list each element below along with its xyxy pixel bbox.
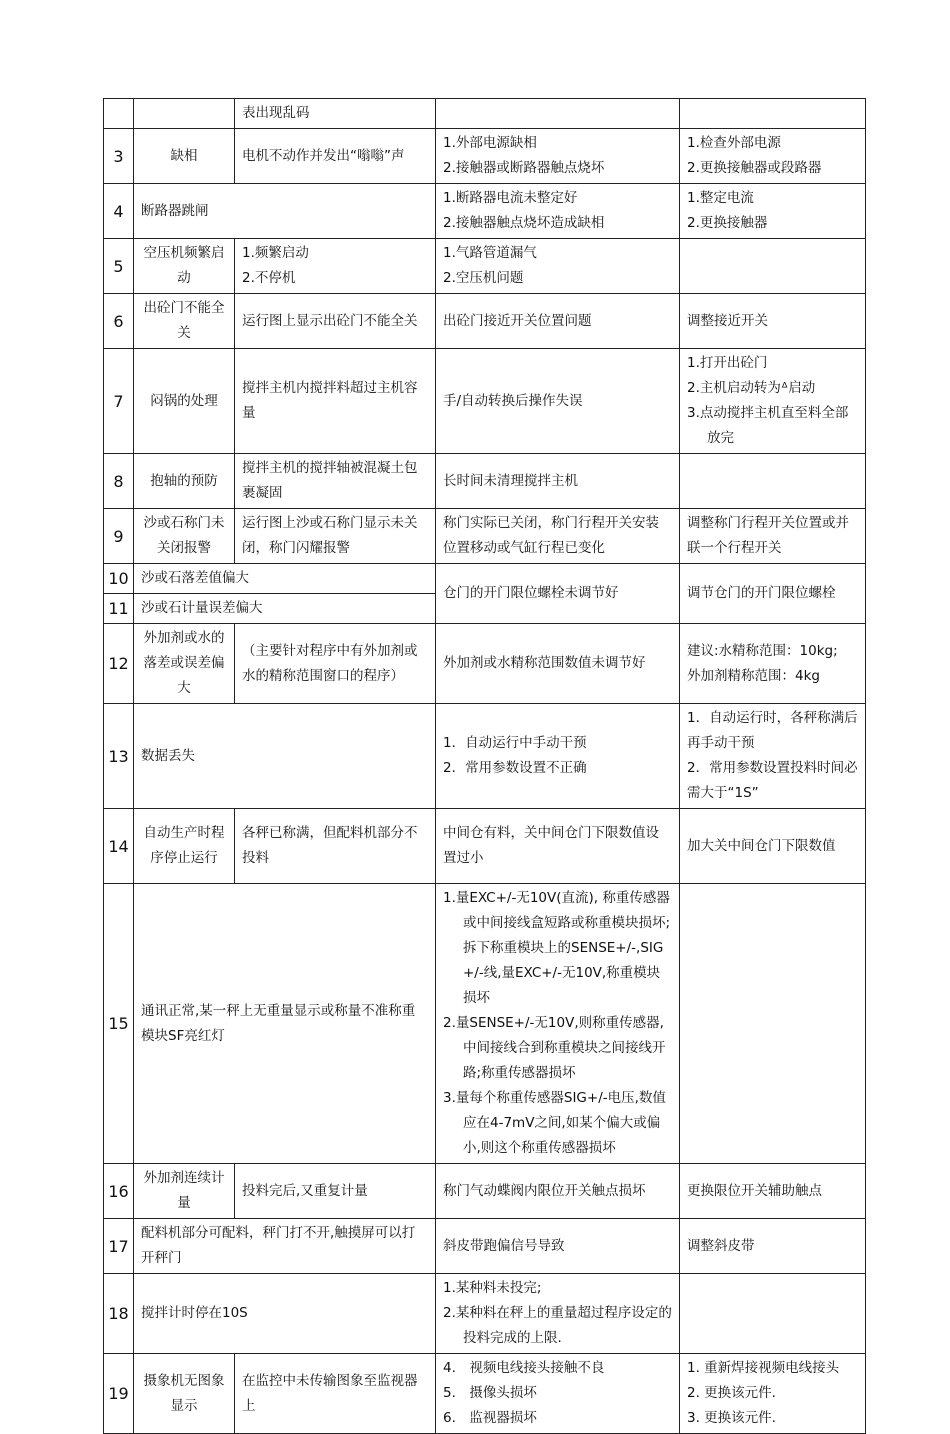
cell-line: 2. 更换该元件. [687, 1385, 776, 1401]
cell-line: 外加剂或水精称范围数值未调节好 [443, 655, 646, 671]
cell-line: 2.量SENSE+/-无10V,则称重传感器,中间接线合到称重模块之间接线开路;称重传感器损坏 [443, 1015, 666, 1081]
cell [436, 184, 680, 239]
cell-line: 2．常用参数设置投料时间必需大于“1S” [687, 760, 858, 801]
table-row [104, 99, 866, 129]
cell [680, 184, 866, 239]
table-row [104, 454, 866, 509]
table-row [104, 509, 866, 564]
cell [235, 99, 436, 129]
cell-line: 3.点动搅拌主机直至料全部放完 [687, 405, 849, 446]
cell [235, 1354, 436, 1434]
cell [436, 349, 680, 454]
cell [680, 99, 866, 129]
cell [235, 809, 436, 884]
cell [436, 884, 680, 1164]
cell-line: 2.不停机 [242, 270, 296, 286]
cell: 12 [104, 624, 134, 704]
cell [436, 239, 680, 294]
cell-line: 2.空压机问题 [443, 270, 524, 286]
cell [680, 1219, 866, 1274]
troubleshooting-table [103, 98, 866, 1434]
cell: 出砼门不能全关 [134, 294, 235, 349]
cell: 摄象机无图象显示 [134, 1354, 235, 1434]
cell-line: 电机不动作并发出“嗡嗡”声 [242, 147, 405, 164]
cell: 配料机部分可配料，秤门打不开,触摸屏可以打开秤门 [134, 1219, 436, 1274]
cell-line: 2.接触器触点烧坏造成缺相 [443, 215, 605, 231]
cell [436, 624, 680, 704]
cell: 通讯正常,某一秤上无重量显示或称量不准称重模块SF亮红灯 [134, 884, 436, 1164]
cell [436, 509, 680, 564]
cell [436, 1274, 680, 1354]
cell [680, 129, 866, 184]
cell-line: 各秤已称满，但配料机部分不投料 [242, 825, 418, 866]
cell-line: 1.某种料未投完; [443, 1280, 542, 1296]
cell [680, 809, 866, 884]
cell [134, 99, 235, 129]
cell-line: 称门气动蝶阀内限位开关触点损坏 [443, 1182, 646, 1199]
cell: 外加剂连续计量 [134, 1164, 235, 1219]
cell [680, 454, 866, 509]
cell [680, 239, 866, 294]
cell: 抱轴的预防 [134, 454, 235, 509]
cell-line: 加大关中间仓门下限数值 [687, 837, 836, 854]
cell: 11 [104, 594, 134, 624]
cell-line: 仓门的开门限位螺栓未调节好 [443, 585, 619, 601]
cell-line: 运行图上显示出砼门不能全关 [242, 312, 418, 329]
cell-line: 搅拌主机的搅拌轴被混凝土包裹凝固 [242, 460, 418, 501]
cell-line: 1.频繁启动 [242, 245, 309, 261]
cell-line: 1. 重新焊接视频电线接头 [687, 1360, 840, 1376]
cell [235, 1164, 436, 1219]
cell-line: 更换限位开关辅助触点 [687, 1182, 822, 1199]
cell [235, 294, 436, 349]
cell-line: 建议:水精称范围：10kg; [687, 642, 838, 659]
cell-line: （主要针对程序中有外加剂或水的精称范围窗口的程序） [242, 642, 418, 684]
cell-line: 1.检查外部电源 [687, 135, 781, 151]
cell-line: 1.断路器电流未整定好 [443, 190, 578, 206]
cell-line: 5. 摄像头损坏 [443, 1385, 537, 1401]
cell-line: 调节仓门的开门限位螺栓 [687, 585, 836, 601]
cell-line: 外加剂精称范围：4kg [687, 667, 820, 684]
cell [436, 1164, 680, 1219]
cell [680, 704, 866, 809]
table-row [104, 704, 866, 809]
table-row [104, 1354, 866, 1434]
cell: 5 [104, 239, 134, 294]
cell: 自动生产时程序停止运行 [134, 809, 235, 884]
cell-line: 称门实际已关闭，称门行程开关安装位置移动或气缸行程已变化 [443, 515, 659, 556]
cell: 缺相 [134, 129, 235, 184]
cell-line: 2．常用参数设置不正确 [443, 760, 587, 776]
cell [235, 239, 436, 294]
cell: 3 [104, 129, 134, 184]
cell: 外加剂或水的落差或误差偏大 [134, 624, 235, 704]
cell-line: 搅拌主机内搅拌料超过主机容量 [242, 380, 418, 421]
cell [235, 349, 436, 454]
cell [436, 129, 680, 184]
cell: 搅拌计时停在10S [134, 1274, 436, 1354]
cell-line: 调整斜皮带 [687, 1237, 755, 1254]
cell-line: 3.量每个称重传感器SIG+/-电压,数值应在4-7mV之间,如某个偏大或偏小,则这个称重传感器损坏 [443, 1090, 666, 1156]
cell: 空压机频繁启动 [134, 239, 235, 294]
cell [436, 809, 680, 884]
cell-line: 1.打开出砼门 [687, 355, 768, 371]
cell-line: 运行图上沙或石称门显示未关闭，称门闪耀报警 [242, 515, 418, 556]
cell: 6 [104, 294, 134, 349]
cell: 19 [104, 1354, 134, 1434]
cell-line: 投料完后,又重复计量 [242, 1182, 368, 1199]
cell-line: 手/自动转换后操作失误 [443, 392, 583, 409]
cell [235, 129, 436, 184]
cell [436, 294, 680, 349]
cell-line: 长时间未清理搅拌主机 [443, 472, 578, 489]
cell-line: 1.量EXC+/-无10V(直流), 称重传感器或中间接线盒短路或称重模块损坏;拆下称重模块上的SENSE+/-,SIG+/-线,量EXC+/-无10V,称重模块损坏 [443, 890, 671, 1006]
cell: 沙或石称门未关闭报警 [134, 509, 235, 564]
cell-line: 斜皮带跑偏信号导致 [443, 1237, 565, 1254]
table-row [104, 1219, 866, 1274]
cell [235, 509, 436, 564]
cell [436, 1354, 680, 1434]
cell [436, 704, 680, 809]
table-row [104, 1274, 866, 1354]
table-row [104, 1164, 866, 1219]
cell [436, 454, 680, 509]
cell-line: 出砼门接近开关位置问题 [443, 312, 592, 329]
table-row [104, 884, 866, 1164]
cell: 沙或石计量误差偏大 [134, 594, 436, 624]
table-row [104, 129, 866, 184]
cell-line: 调整接近开关 [687, 312, 768, 329]
table-row [104, 184, 866, 239]
table-row [104, 349, 866, 454]
cell: 闷锅的处理 [134, 349, 235, 454]
cell-line: 调整称门行程开关位置或并联一个行程开关 [687, 515, 849, 556]
cell [680, 884, 866, 1164]
cell: 4 [104, 184, 134, 239]
cell [680, 1354, 866, 1434]
cell-line: 2.某种料在秤上的重量超过程序设定的投料完成的上限. [443, 1305, 672, 1346]
cell-line: 表出现乱码 [242, 105, 310, 121]
cell-line: 中间仓有料，关中间仓门下限数值设置过小 [443, 825, 659, 866]
cell-line: 1．自动运行时，各秤称满后再手动干预 [687, 710, 858, 751]
cell: 沙或石落差值偏大 [134, 564, 436, 594]
cell: 15 [104, 884, 134, 1164]
cell [436, 1219, 680, 1274]
cell-line: 2.更换接触器 [687, 215, 768, 231]
cell [680, 564, 866, 624]
cell-line: 3. 更换该元件. [687, 1410, 776, 1426]
cell [436, 564, 680, 624]
cell [680, 509, 866, 564]
cell-line: 在监控中未传输图象至监视器上 [242, 1372, 418, 1414]
cell [680, 1274, 866, 1354]
cell: 断路器跳闸 [134, 184, 436, 239]
cell: 17 [104, 1219, 134, 1274]
cell-line: 1.外部电源缺相 [443, 135, 537, 151]
cell-line: 4. 视频电线接头接触不良 [443, 1360, 605, 1376]
cell: 数据丢失 [134, 704, 436, 809]
cell [680, 349, 866, 454]
cell: 9 [104, 509, 134, 564]
cell [680, 294, 866, 349]
cell [680, 1164, 866, 1219]
cell [104, 99, 134, 129]
table-row [104, 809, 866, 884]
cell: 7 [104, 349, 134, 454]
table-row [104, 239, 866, 294]
cell-line: 1.整定电流 [687, 190, 754, 206]
cell: 16 [104, 1164, 134, 1219]
cell [436, 99, 680, 129]
table-row [104, 294, 866, 349]
cell [235, 624, 436, 704]
cell-line: 1．自动运行中手动干预 [443, 735, 587, 751]
cell: 8 [104, 454, 134, 509]
cell: 10 [104, 564, 134, 594]
cell-line: 2.更换接触器或段路器 [687, 160, 822, 176]
table-row [104, 624, 866, 704]
table-row [104, 564, 866, 594]
cell-line: 2.主机启动转为ᐞ启动 [687, 380, 816, 396]
cell: 18 [104, 1274, 134, 1354]
cell: 13 [104, 704, 134, 809]
cell-line: 2.接触器或断路器触点烧坏 [443, 160, 605, 176]
cell [680, 624, 866, 704]
cell: 14 [104, 809, 134, 884]
cell-line: 6. 监视器损坏 [443, 1410, 537, 1426]
cell-line: 1.气路管道漏气 [443, 245, 537, 261]
cell [235, 454, 436, 509]
